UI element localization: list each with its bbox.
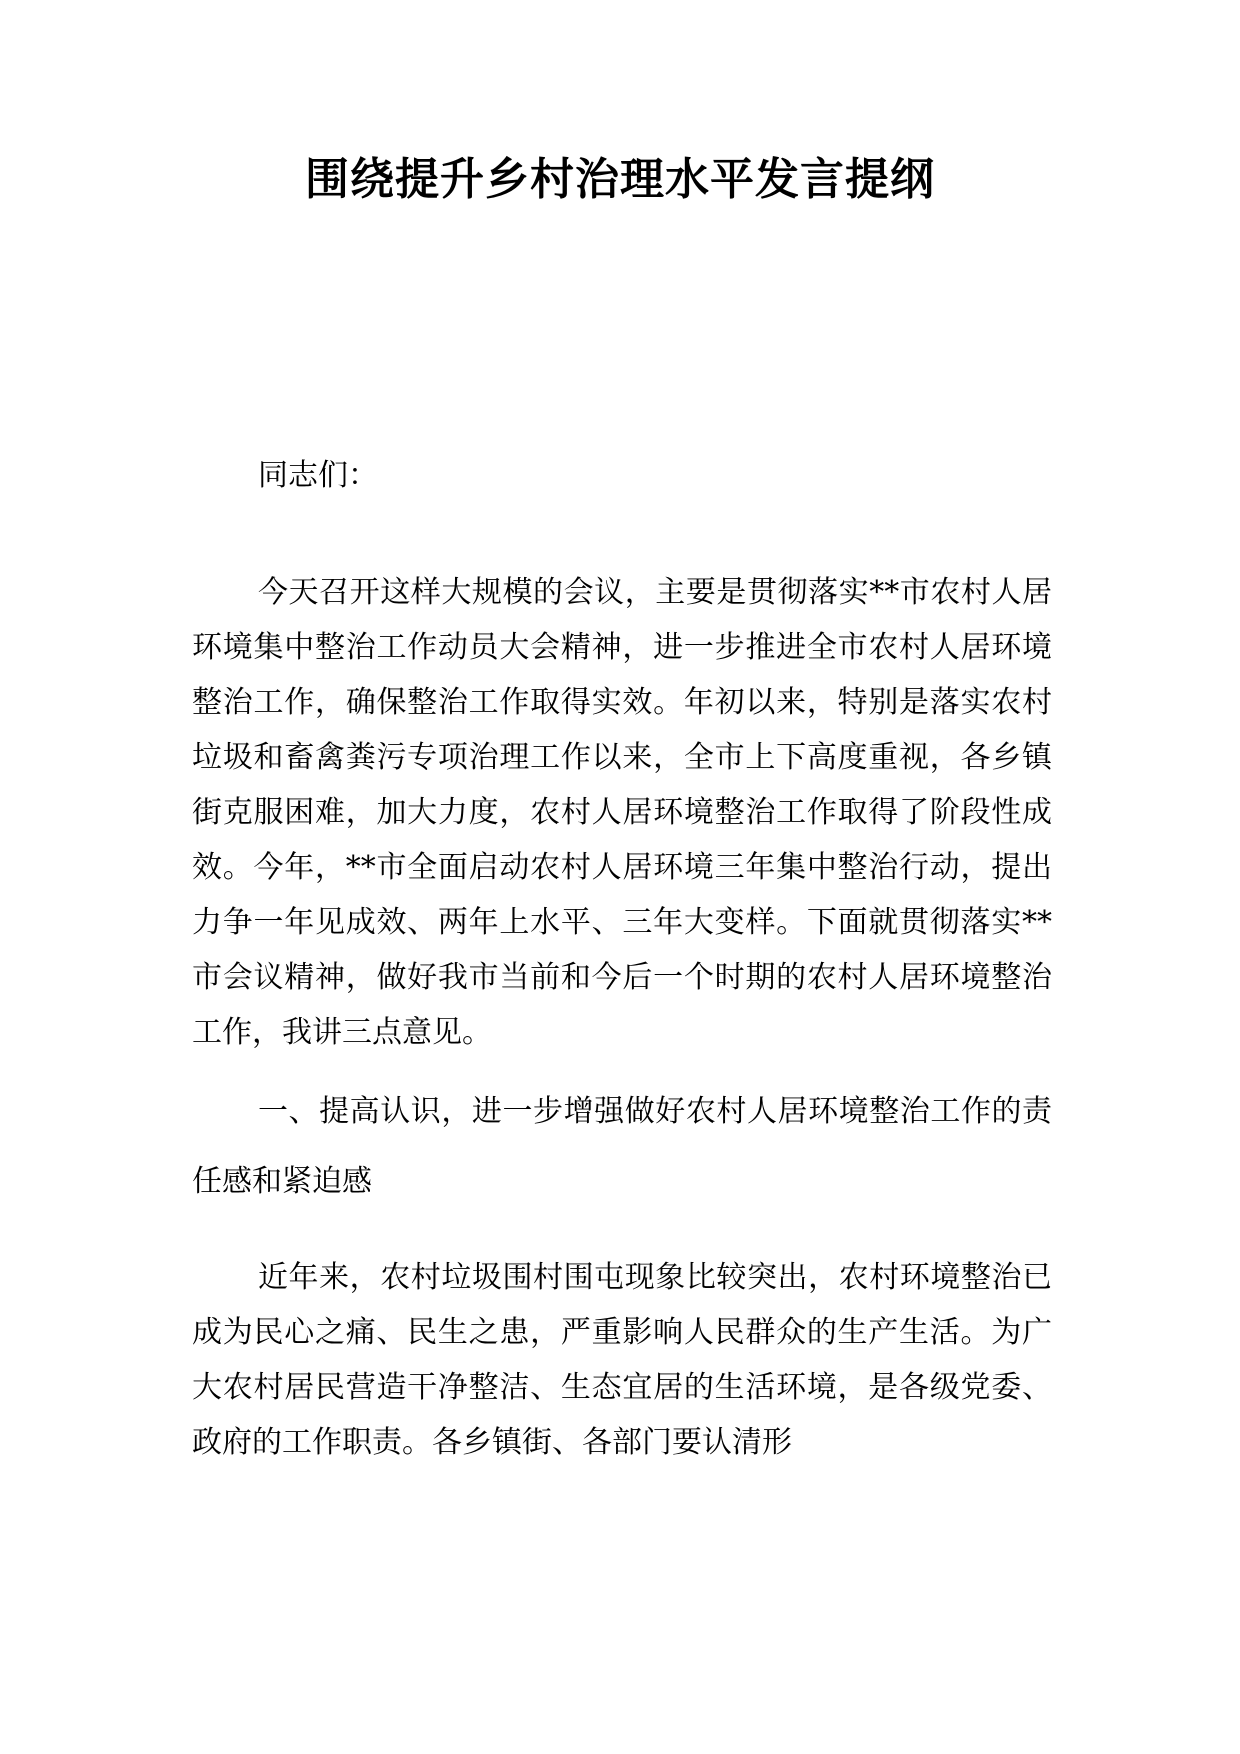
document-title: 围绕提升乡村治理水平发言提纲: [305, 154, 935, 205]
paragraph-intro: 今天召开这样大规模的会议，主要是贯彻落实**市农村人居环境集中整治工作动员大会精神，进一步推进全市农村人居环境整治工作，确保整治工作取得实效。年初以来，特别是落实农村垃圾和畜禽粪污专项治理工作以来，全市上下高度重视，各乡镇街克服困难，加大力度，农村人居环境整治工作取得了阶段性成效。今年，**市全面启动农村人居环境三年集中整治行动，提出力争一年见成效、两年上水平、三年大变样。下面就贯彻落实**市会议精神，做好我市当前和今后一个时期的农村人居环境整治工作，我讲三点意见。: [192, 575, 1052, 1050]
paragraph-section-1: 近年来，农村垃圾围村围屯现象比较突出，农村环境整治已成为民心之痛、民生之患，严重影响人民群众的生产生活。为广大农村居民营造干净整洁、生态宜居的生活环境，是各级党委、政府的工作职责。各乡镇街、各部门要认清形: [192, 1260, 1052, 1460]
section-heading: 一、提高认识，进一步增强做好农村人居环境整治工作的责任感和紧迫感: [192, 1094, 1052, 1199]
greeting: 同志们：: [258, 458, 378, 493]
